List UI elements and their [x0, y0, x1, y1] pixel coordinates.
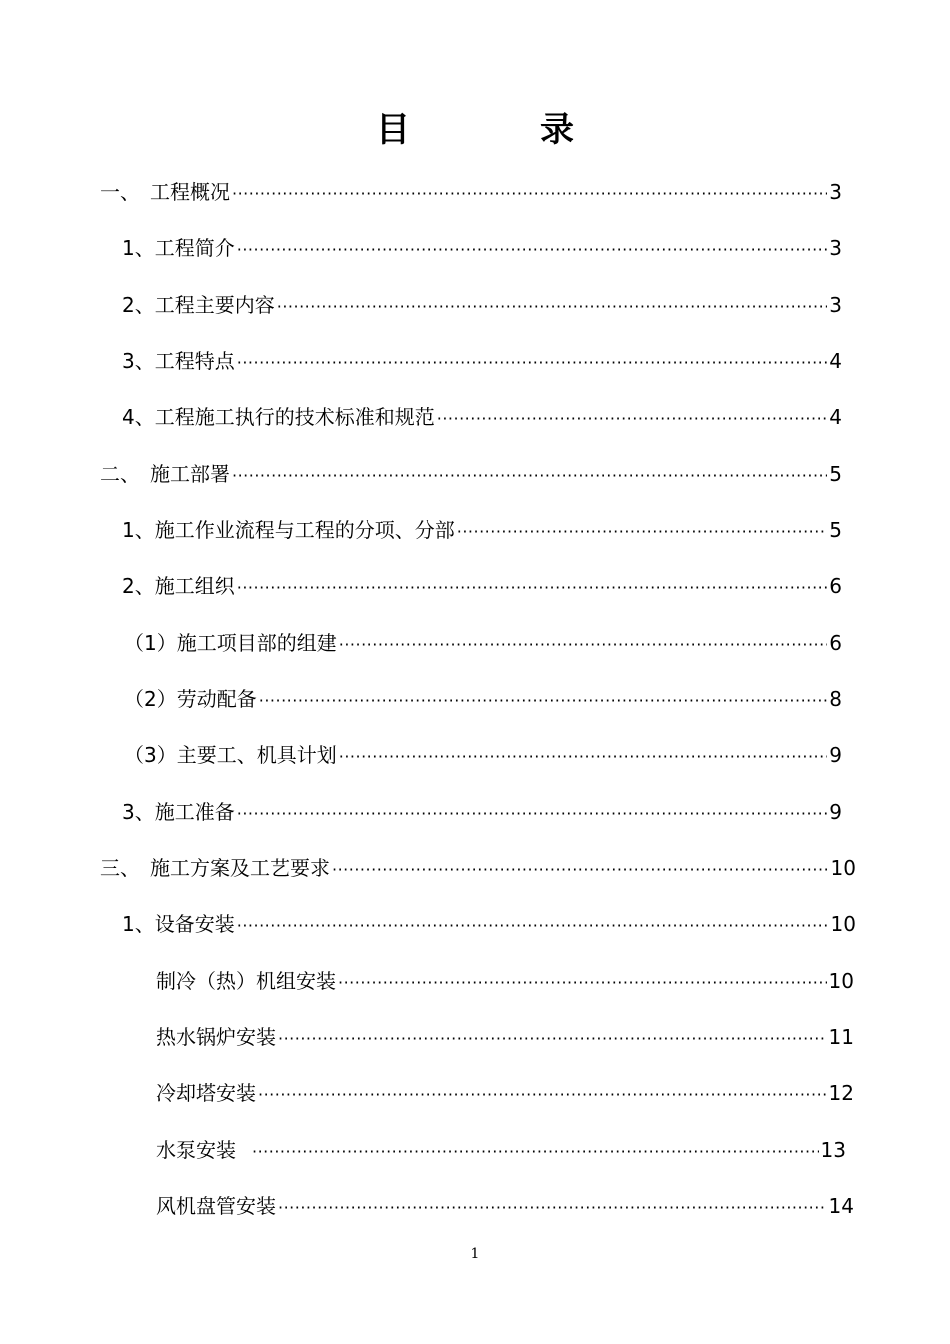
toc-dot-leader [237, 230, 828, 270]
toc-dot-leader [338, 963, 827, 1003]
toc-entry-label: 1、施工作业流程与工程的分项、分部 [122, 518, 455, 542]
toc-entry[interactable] [156, 1073, 854, 1113]
toc-dot-leader [277, 287, 828, 327]
toc-entry-label: 热水锅炉安装 [156, 1025, 276, 1049]
toc-entry-label: 2、施工组织 [122, 574, 235, 598]
toc-entry-label: （3）主要工、机具计划 [124, 743, 337, 767]
toc-dot-leader [237, 906, 829, 946]
toc-dot-leader [339, 625, 828, 665]
toc-entry-label: 制冷（热）机组安装 [156, 969, 336, 993]
toc-dot-leader [278, 1188, 827, 1228]
toc-entry-page: 11 [828, 1025, 854, 1049]
toc-entry[interactable] [100, 848, 856, 888]
toc-entry-page: 10 [830, 912, 856, 936]
toc-dot-leader [278, 1019, 827, 1059]
toc-entry[interactable] [122, 285, 842, 325]
toc-entry-page: 12 [828, 1081, 854, 1105]
toc-entry-label: 3、工程特点 [122, 349, 235, 373]
toc-entry[interactable] [122, 397, 842, 437]
toc-entry[interactable] [156, 1186, 854, 1226]
page-number: 1 [470, 1246, 480, 1262]
toc-dot-leader [339, 737, 828, 777]
toc-entry-page: 4 [829, 405, 842, 429]
toc-entry-label: 三、 施工方案及工艺要求 [100, 856, 330, 880]
toc-entry-page: 3 [829, 293, 842, 317]
toc-entry[interactable] [124, 679, 842, 719]
toc-entry-page: 10 [830, 856, 856, 880]
toc-entry-page: 13 [820, 1138, 846, 1162]
toc-entry-page: 10 [828, 969, 854, 993]
toc-entry-page: 9 [829, 800, 842, 824]
toc-entry-page: 9 [829, 743, 842, 767]
toc-entry-label: （1）施工项目部的组建 [124, 631, 337, 655]
toc-entry-label: 一、 工程概况 [100, 180, 230, 204]
toc-dot-leader [437, 399, 828, 439]
toc-dot-leader [237, 343, 828, 383]
toc-entry[interactable] [122, 792, 842, 832]
toc-dot-leader [232, 174, 827, 214]
toc-entry[interactable] [156, 1130, 846, 1170]
toc-entry[interactable] [122, 566, 842, 606]
toc-dot-leader [332, 850, 829, 890]
toc-entry-page: 3 [829, 236, 842, 260]
toc-entry[interactable] [122, 341, 842, 381]
toc-entry[interactable] [100, 454, 842, 494]
toc-dot-leader [258, 1075, 827, 1115]
toc-entry-page: 5 [829, 518, 842, 542]
toc-entry[interactable] [122, 510, 842, 550]
toc-entry-page: 6 [829, 574, 842, 598]
toc-entry[interactable] [100, 172, 842, 212]
toc-entry-page: 3 [829, 180, 842, 204]
toc-entry-label: 2、工程主要内容 [122, 293, 275, 317]
toc-entry-label: 二、 施工部署 [100, 462, 230, 486]
toc-dot-leader [457, 512, 828, 552]
toc-dot-leader [237, 568, 828, 608]
toc-entry-page: 5 [829, 462, 842, 486]
toc-entry-label: 4、工程施工执行的技术标准和规范 [122, 405, 435, 429]
toc-entry[interactable] [122, 904, 856, 944]
toc-entry-label: 1、设备安装 [122, 912, 235, 936]
toc-entry-page: 14 [828, 1194, 854, 1218]
toc-entry-label: 水泵安装 [156, 1138, 236, 1162]
toc-entry[interactable] [124, 623, 842, 663]
toc-entry-page: 6 [829, 631, 842, 655]
toc-entry-label: 风机盘管安装 [156, 1194, 276, 1218]
toc-entry-page: 8 [829, 687, 842, 711]
toc-dot-leader [237, 794, 828, 834]
toc-dot-leader [259, 681, 828, 721]
toc-entry[interactable] [156, 1017, 854, 1057]
toc-entry-label: 1、工程简介 [122, 236, 235, 260]
toc-dot-leader [252, 1132, 819, 1172]
toc-entry-page: 4 [829, 349, 842, 373]
toc-entry[interactable] [124, 735, 842, 775]
toc-entry[interactable] [122, 228, 842, 268]
toc-entry[interactable] [156, 961, 854, 1001]
toc-entry-label: 冷却塔安装 [156, 1081, 256, 1105]
document-title: 目 录 [376, 110, 622, 150]
toc-entry-label: 3、施工准备 [122, 800, 235, 824]
toc-entry-label: （2）劳动配备 [124, 687, 257, 711]
toc-dot-leader [232, 456, 827, 496]
